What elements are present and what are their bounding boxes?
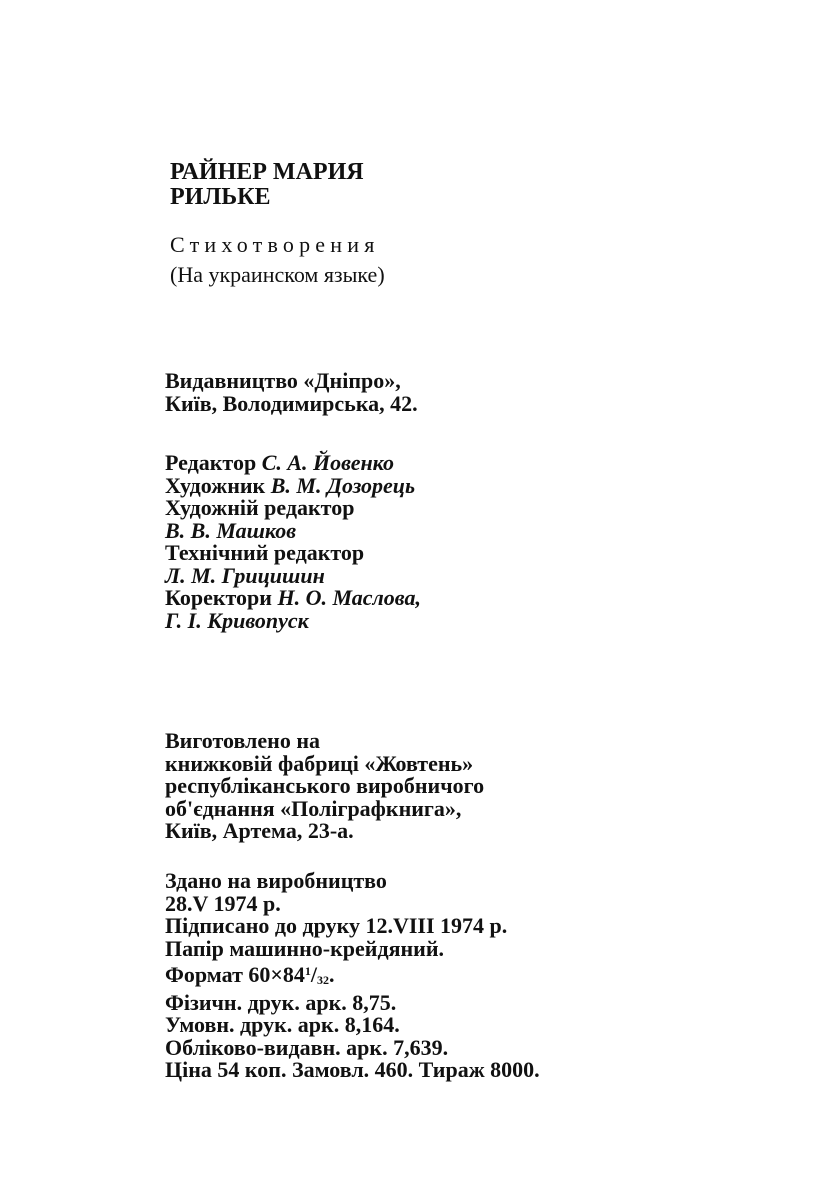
signed-for-print: Підписано до друку 12.VIII 1974 р. (165, 913, 508, 938)
proofreader-1-name: Н. О. Маслова, (277, 585, 421, 610)
author-line-1: РАЙНЕР МАРИЯ (170, 159, 364, 185)
editor-role: Редактор (165, 450, 257, 475)
publisher-info (165, 370, 418, 415)
author-line-2: РИЛЬКЕ (170, 184, 271, 210)
printer-line-1: Виготовлено на (165, 728, 321, 753)
conventional-sheets: Умовн. друк. арк. 8,164. (165, 1012, 400, 1037)
submitted-line-1: Здано на виробництво (165, 868, 387, 893)
physical-sheets: Фізичн. друк. арк. 8,75. (165, 989, 397, 1015)
artist-name: В. М. Дозорець (270, 472, 416, 498)
format-numerator: 1 (304, 964, 311, 978)
printer-line-3: республіканського виробничого (165, 773, 485, 798)
printer-line-5: Київ, Артема, 23-а. (165, 818, 354, 843)
proofreader-2-name: Г. І. Кривопуск (165, 607, 309, 633)
publishing-sheets: Обліково-видавн. арк. 7,639. (165, 1034, 449, 1060)
art-editor-name: В. В. Машков (165, 517, 297, 543)
author-name (170, 160, 364, 210)
format-spec: Формат $60\times 84^1/_{32}$. (165, 962, 335, 987)
editor-name: С. А. Йовенко (261, 450, 394, 475)
proofreaders-role: Коректори (165, 585, 272, 610)
submitted-line-2: 28.V 1974 р. (165, 890, 281, 916)
editor-credit (165, 452, 421, 475)
title-language-note: (На украинском языке) (170, 262, 385, 287)
title-main: Стихотворения (170, 232, 380, 257)
printer-line-2: книжковій фабриці «Жовтень» (165, 750, 474, 776)
paper-type: Папір машинно-крейдяний. (165, 935, 445, 961)
publisher-line-2: Київ, Володимирська, 42. (165, 390, 418, 416)
artist-role: Художник (165, 472, 266, 498)
book-title (170, 230, 385, 290)
art-editor-role: Художній редактор (165, 495, 355, 520)
staff-credits (165, 452, 421, 632)
format-end: . (329, 962, 335, 987)
print-specifications (165, 870, 540, 1082)
printer-line-4: об'єднання «Поліграфкнига», (165, 795, 462, 821)
tech-editor-role: Технічний редактор (165, 540, 365, 565)
format-denominator: 32 (317, 973, 330, 987)
publisher-line-1: Видавництво «Дніпро», (165, 368, 401, 393)
tech-editor-name: Л. М. Грицишин (165, 562, 325, 588)
price-order-run: Ціна 54 коп. Замовл. 460. Тираж 8000. (165, 1057, 540, 1082)
proofreaders-credit (165, 587, 421, 610)
format-label: Формат 60×84 (165, 962, 305, 987)
artist-credit (165, 472, 421, 498)
printer-info (165, 730, 484, 843)
